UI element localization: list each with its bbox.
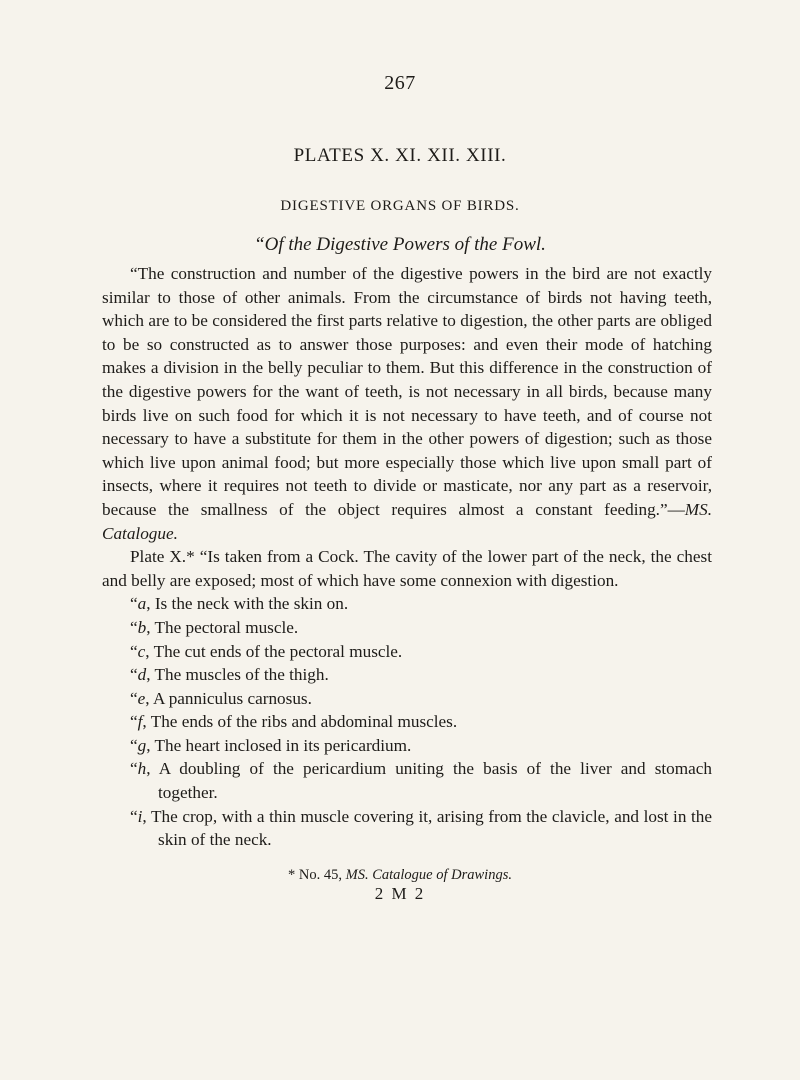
legend-open-quote: “ <box>130 665 138 685</box>
legend-item <box>102 687 712 711</box>
legend-letter: b <box>137 617 147 637</box>
legend-open-quote: “ <box>130 759 138 779</box>
legend-text: The cut ends of the pectoral muscle. <box>153 641 403 661</box>
section-subtitle: DIGESTIVE ORGANS OF BIRDS. <box>280 198 520 214</box>
legend-separator: , <box>146 617 155 637</box>
legend-letter: g <box>137 735 147 755</box>
legend-list <box>102 592 712 852</box>
legend-text: The pectoral muscle. <box>154 617 299 637</box>
legend-letter: i <box>137 806 143 826</box>
legend-open-quote: “ <box>130 735 138 755</box>
legend-text: The crop, with a thin muscle covering it, arising from the clavicle, and lost in the skin of the neck. <box>151 806 712 850</box>
legend-text: A doubling of the pericardium uniting the basis of the liver and stomach together. <box>158 759 712 803</box>
legend-letter: h <box>137 759 147 779</box>
legend-separator: , <box>146 735 155 755</box>
legend-text: The heart inclosed in its pericardium. <box>154 735 412 755</box>
legend-letter: f <box>137 712 143 732</box>
legend-open-quote: “ <box>130 594 138 614</box>
intro-source: MS. Catalogue. <box>102 499 712 543</box>
legend-open-quote: “ <box>130 617 138 637</box>
legend-item <box>102 616 712 640</box>
legend-item <box>102 663 712 687</box>
footnote <box>0 867 800 884</box>
legend-separator: , <box>145 688 153 708</box>
legend-text: A panniculus carnosus. <box>152 688 312 708</box>
page-number: 267 <box>384 72 416 94</box>
plate-intro-paragraph: Plate X.* “Is taken from a Cock. The cavity of the lower part of the neck, the chest and belly are exposed; most of which have some connexion with digestion. <box>102 547 712 590</box>
legend-letter: a <box>137 594 147 614</box>
legend-text: The muscles of the thigh. <box>154 665 329 685</box>
legend-item <box>102 640 712 664</box>
legend-separator: , <box>142 712 151 732</box>
footnote-source: MS. Catalogue of Drawings. <box>345 867 512 883</box>
legend-separator: , <box>146 759 159 779</box>
legend-open-quote: “ <box>130 688 138 708</box>
legend-letter: d <box>137 665 147 685</box>
body-text <box>102 262 712 852</box>
legend-text: The ends of the ribs and abdominal muscles. <box>150 712 458 732</box>
legend-open-quote: “ <box>130 712 138 732</box>
legend-separator: , <box>146 594 155 614</box>
intro-paragraph <box>102 262 712 545</box>
legend-separator: , <box>142 806 152 826</box>
legend-item <box>102 734 712 758</box>
legend-item <box>102 710 712 734</box>
legend-item <box>102 805 712 852</box>
legend-open-quote: “ <box>130 641 138 661</box>
legend-separator: , <box>145 641 154 661</box>
footnote-prefix: * No. 45, <box>288 867 346 883</box>
legend-letter: e <box>137 688 146 708</box>
legend-item <box>102 757 712 804</box>
intro-text: “The construction and number of the digestive powers in the bird are not exactly similar to those of other animals. From the circumstance of birds not having teeth, which are to be considered the first parts relative to digestion, the other parts are obliged to be so constructed as to answer those purposes: and even their mode of hatching makes a division in the belly peculiar to them. But this difference in the construction of the digestive powers for the want of teeth, is not necessary in all birds, because many birds live on such food for which it is not necessary to have teeth, and of course not necessary to have a substitute for them in the other powers of digestion; such as those which live upon animal food; but more especially those which live upon small part of insects, where it requires not teeth to divide or masticate, nor any part as a reservoir, because the smallness of the object requires almost a constant feeding.”— <box>102 264 712 519</box>
plates-title: PLATES X. XI. XII. XIII. <box>293 145 507 166</box>
signature-mark: 2 M 2 <box>374 884 426 903</box>
legend-open-quote: “ <box>130 806 138 826</box>
legend-item <box>102 592 712 616</box>
legend-separator: , <box>146 665 155 685</box>
legend-text: Is the neck with the skin on. <box>154 594 349 614</box>
section-heading: “Of the Digestive Powers of the Fowl. <box>254 234 546 255</box>
legend-letter: c <box>137 641 146 661</box>
